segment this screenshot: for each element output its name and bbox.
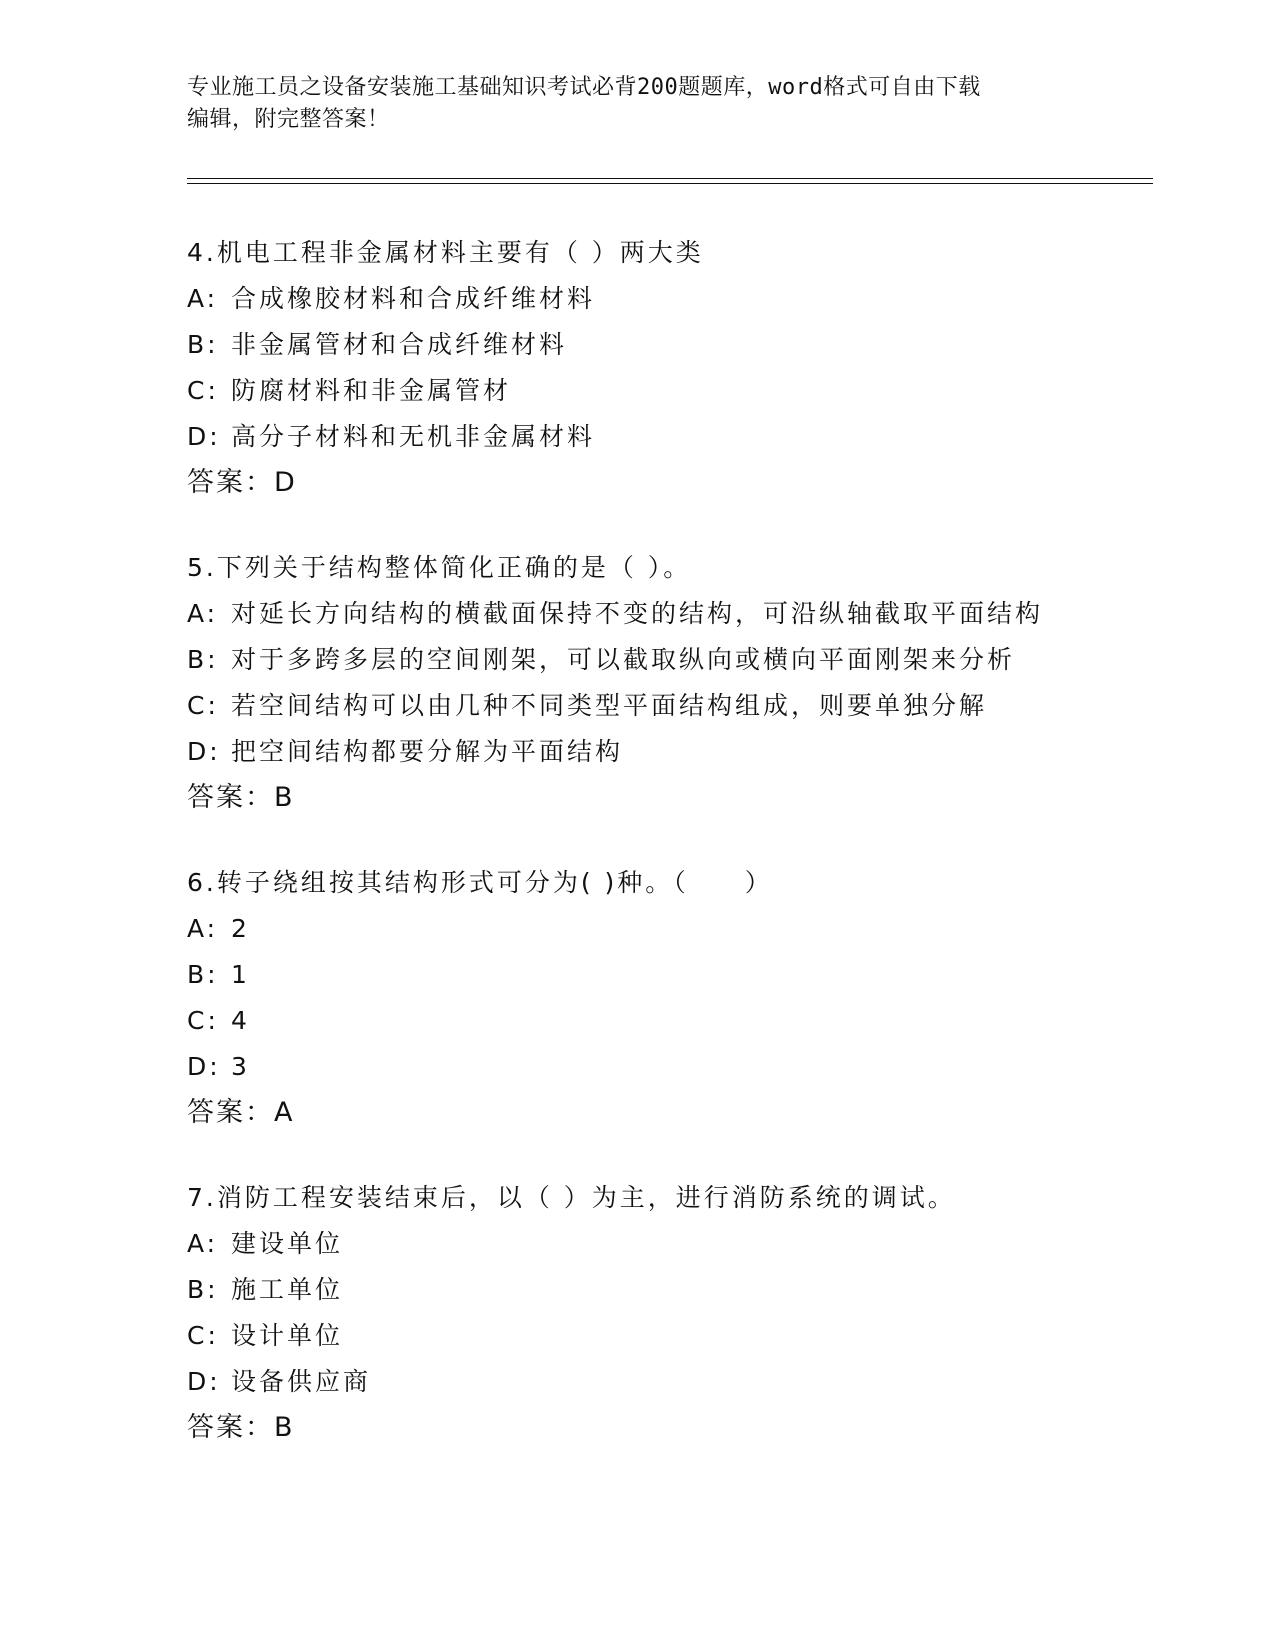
option-d: [187, 1359, 1137, 1405]
answer-line: 答案：B: [187, 782, 295, 813]
option-label: A:: [187, 599, 219, 628]
question-stem: 4.机电工程非金属材料主要有（ ）两大类: [187, 238, 704, 267]
option-a: [187, 906, 1137, 952]
option-label: A:: [187, 1229, 219, 1258]
question-7: [187, 1175, 1137, 1451]
option-label: D:: [187, 1367, 221, 1396]
option-label: D:: [187, 1052, 221, 1081]
option-label: C:: [187, 1006, 219, 1035]
option-label: B:: [187, 1275, 219, 1304]
option-text: 防腐材料和非金属管材: [231, 376, 512, 405]
answer-line: 答案：D: [187, 467, 297, 498]
header-line-1: 专业施工员之设备安装施工基础知识考试必背200题题库，word格式可自由下载: [187, 75, 981, 100]
option-label: C:: [187, 691, 219, 720]
option-d: [187, 729, 1137, 775]
option-text: 施工单位: [231, 1275, 344, 1304]
document-header: [187, 72, 1087, 136]
answer-line: 答案：B: [187, 1412, 295, 1443]
option-label: A:: [187, 284, 219, 313]
option-text: 若空间结构可以由几种不同类型平面结构组成，则要单独分解: [231, 691, 988, 720]
option-text: 对于多跨多层的空间刚架，可以截取纵向或横向平面刚架来分析: [231, 645, 1016, 674]
option-text: 把空间结构都要分解为平面结构: [231, 737, 624, 766]
option-d: [187, 414, 1137, 460]
option-label: C:: [187, 1321, 219, 1350]
option-b: [187, 1267, 1137, 1313]
option-c: [187, 1313, 1137, 1359]
option-label: D:: [187, 737, 221, 766]
header-line-2: 编辑，附完整答案！: [187, 107, 390, 132]
option-text: 建设单位: [231, 1229, 344, 1258]
option-b: [187, 322, 1137, 368]
answer-line: 答案：A: [187, 1097, 295, 1128]
option-text: 对延长方向结构的横截面保持不变的结构，可沿纵轴截取平面结构: [231, 599, 1044, 628]
question-4: [187, 230, 1137, 506]
option-text: 合成橡胶材料和合成纤维材料: [231, 284, 596, 313]
question-stem: 5.下列关于结构整体简化正确的是（ ）。: [187, 553, 692, 582]
option-text: 3: [231, 1052, 250, 1081]
option-text: 2: [231, 914, 250, 943]
option-text: 设计单位: [231, 1321, 344, 1350]
question-6: [187, 860, 1137, 1136]
option-a: [187, 1221, 1137, 1267]
option-text: 高分子材料和无机非金属材料: [231, 422, 596, 451]
option-a: [187, 276, 1137, 322]
option-label: B:: [187, 330, 219, 359]
option-label: A:: [187, 914, 219, 943]
option-label: D:: [187, 422, 221, 451]
option-c: [187, 998, 1137, 1044]
option-b: [187, 952, 1137, 998]
option-text: 1: [231, 960, 250, 989]
option-text: 设备供应商: [231, 1367, 372, 1396]
option-label: B:: [187, 960, 219, 989]
option-text: 非金属管材和合成纤维材料: [231, 330, 568, 359]
option-a: [187, 591, 1137, 637]
option-text: 4: [231, 1006, 250, 1035]
question-5: [187, 545, 1137, 821]
option-b: [187, 637, 1137, 683]
option-label: C:: [187, 376, 219, 405]
option-c: [187, 368, 1137, 414]
option-d: [187, 1044, 1137, 1090]
header-divider-top: [187, 178, 1153, 179]
header-divider-bottom: [187, 183, 1153, 184]
option-label: B:: [187, 645, 219, 674]
option-c: [187, 683, 1137, 729]
question-stem: 6.转子绕组按其结构形式可分为( )种。（ ）: [187, 868, 773, 897]
question-stem: 7.消防工程安装结束后，以（ ）为主，进行消防系统的调试。: [187, 1183, 956, 1212]
